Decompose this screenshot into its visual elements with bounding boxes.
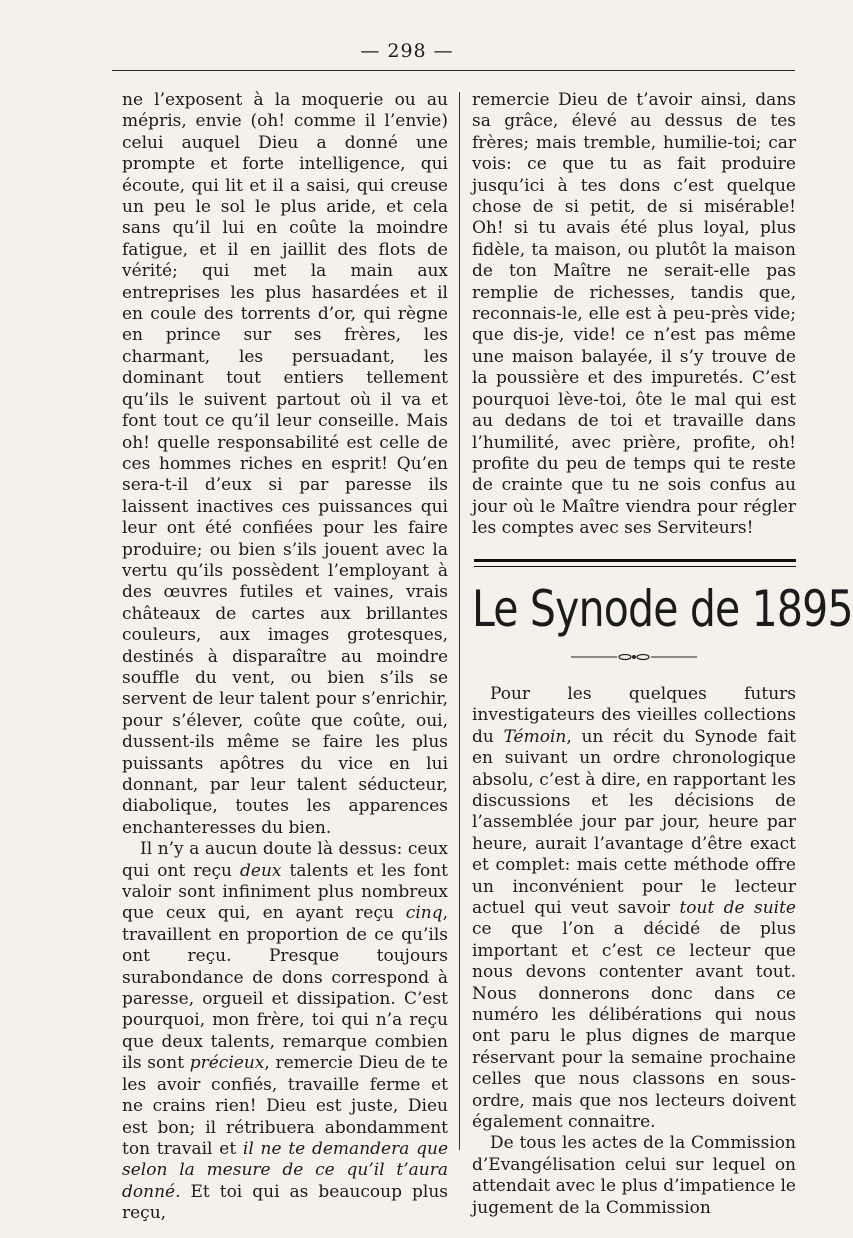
ornament-divider — [472, 647, 796, 668]
right-column — [472, 90, 853, 1219]
text-run: , remercie Dieu de te les avoir confiés, travaille ferme et ne crains rien! Dieu est juste, Dieu est bon; il rétribuera abondamment ton travail et — [122, 1053, 448, 1159]
italic-run: deux — [240, 860, 282, 881]
page-number: — 298 — — [360, 40, 454, 62]
text-run: talents et les font valoir sont infiniment plus nombreux que ceux qui, en ayant reçu — [122, 860, 448, 924]
text-run: Pour les quelques futurs investigateurs des vieilles collections du — [472, 683, 796, 747]
ornament-flourish-icon — [569, 652, 699, 662]
left-paragraph-2 — [122, 839, 448, 1224]
right-paragraph-3: De tous les actes de la Commission d’Evangélisation celui sur lequel on attendait avec le plus d’impatience le jugement de la Commission — [472, 1133, 796, 1218]
text-run: , travaillent en proportion de ce qu’ils ont reçu. Presque toujours surabondance de dons correspond à paresse, orgueil et dissipation. C’est pourquoi, mon frère, toi qui n’a reçu que deux talents, remarque combien ils sont — [122, 903, 448, 1074]
text-run: Il n’y a aucun doute là dessus: ceux qui ont reçu — [122, 839, 448, 881]
column-divider — [459, 92, 460, 1150]
italic-run: précieux — [189, 1053, 265, 1074]
article-headline: Le Synode de 1895 — [472, 579, 853, 638]
header-rule — [112, 70, 795, 71]
section-double-rule — [474, 559, 796, 567]
text-run: Et toi qui as beaucoup plus reçu, — [122, 1181, 448, 1224]
text-run: , un récit du Synode fait en suivant un ordre chronologique absolu, c’est à dire, en rapportant les discussions et les décisions de l’assemblée jour par jour, heure par heure, aurait l’avantage d’être exact et complet: mais cette méthode offre un inconvénient pour le lecteur actuel qui veut savoir — [472, 726, 796, 918]
italic-run: Témoin — [503, 726, 567, 747]
italic-run: tout de suite — [679, 898, 796, 918]
left-column — [122, 90, 448, 1225]
right-paragraph-2 — [472, 684, 796, 1134]
italic-run: il ne te demandera que selon la mesure de ce qu’il t’aura donné. — [122, 1138, 449, 1202]
text-run: ce que l’on a décidé de plus important et c’est ce lecteur que nous devons contenter avant tout. Nous donnerons donc dans ce numéro les délibérations qui nous ont paru le plus dignes de marque réservant pour la semaine prochaine celles que nous classons en sous-ordre, mais que nos lecteurs doivent également connaitre. — [472, 919, 796, 1133]
italic-run: cinq — [405, 903, 443, 924]
right-paragraph-1: remercie Dieu de t’avoir ainsi, dans sa grâce, élevé au dessus de tes frères; mais tremble, humilie-toi; car vois: ce que tu as fait produire jusqu’ici à tes dons c’est quelque chose de si petit, de si misérable! Oh! si tu avais été plus loyal, plus fidèle, ta maison, ou plutôt la maison de ton Maître ne serait-elle pas remplie de richesses, tandis que, reconnais-le, elle est à peu-près vide; que dis-je, vide! ce n’est pas même une maison balayée, il s’y trouve de la poussière et des impuretés. C’est pourquoi lève-toi, ôte le mal qui est au dedans de toi et travaille dans l’humilité, avec prière, profite, oh! profite du peu de temps qui te reste de crainte que tu ne sois confus au jour où le Maître viendra pour régler les comptes avec ses Serviteurs! — [472, 90, 796, 539]
left-paragraph-1: ne l’exposent à la moquerie ou au mépris, envie (oh! comme il l’envie) celui auquel Dieu a donné une prompte et forte intelligence, qui écoute, qui lit et il a saisi, qui creuse un peu le sol le plus aride, et cela sans qu’il lui en coûte la moindre fatigue, et il en jaillit des flots de vérité; qui met la main aux entreprises les plus hasardées et il en coule des torrents d’or, qui règne en prince sur ses frères, les charmant, les persuadant, les dominant tout entiers tellement qu’ils le suivent partout où il va et font tout ce qu’il leur conseille. Mais oh! quelle responsabilité est celle de ces hommes riches en esprit! Qu’en sera-t-il d’eux si par paresse ils laissent inactives ces puissances qui leur ont été confiées pour les faire produire; ou bien s’ils jouent avec la vertu qu’ils possèdent l’employant à des œuvres futiles et vaines, vrais châteaux de cartes aux brillantes couleurs, aux images grotesques, destinés à disparaître au moindre souffle du vent, ou bien s’ils se servent de leur talent pour s’enrichir, pour s’élever, coûte que coûte, oui, dussent-ils même se faire les plus puissants apôtres du vice en lui donnant, par leur talent séducteur, diabolique, toutes les apparences enchanteresses du bien. — [122, 90, 448, 838]
